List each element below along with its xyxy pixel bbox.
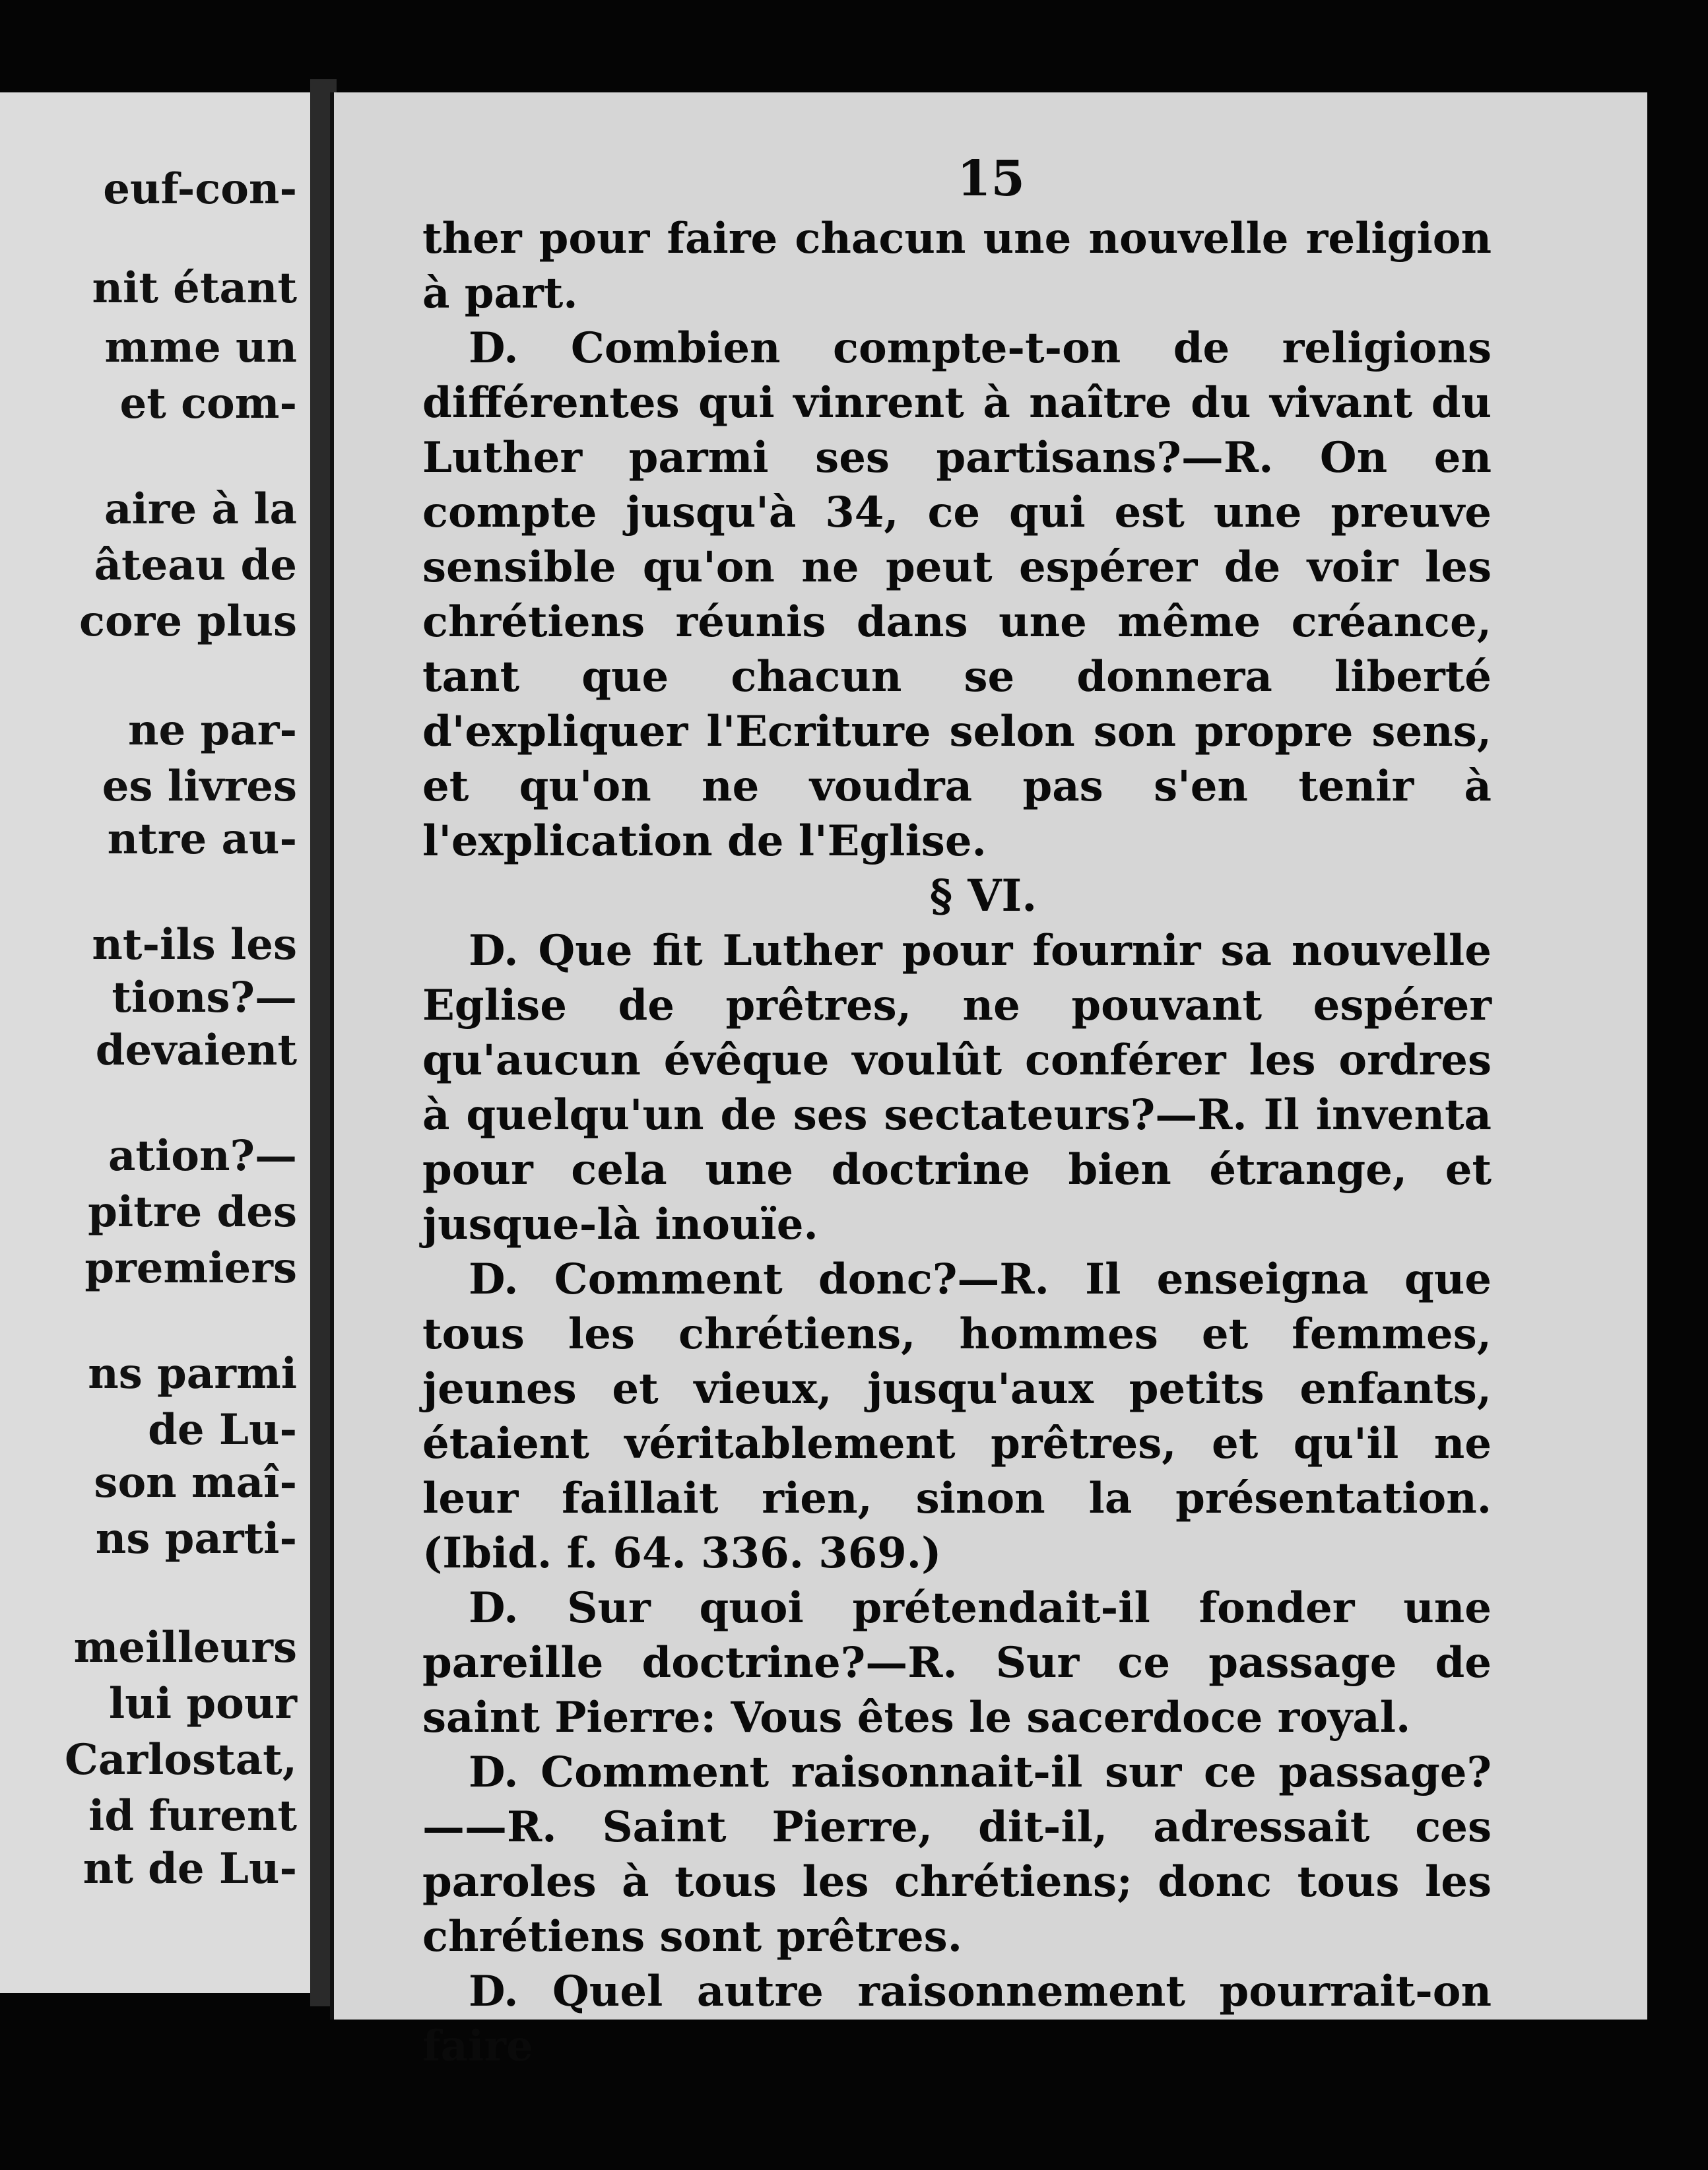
- left-line: ns parti-: [95, 1514, 297, 1563]
- left-line: tions?—: [112, 973, 297, 1022]
- left-line: ns parmi: [88, 1349, 297, 1398]
- left-line: ne par-: [127, 706, 297, 755]
- page-body: [422, 211, 1492, 2074]
- paragraph: D. Combien compte-t-on de religions différentes qui vinrent à naître du vivant du Luther parmi ses partisans?—R. On en compte jusqu'à 34, ce qui est une preuve sensible qu'on ne peut espérer de voir les chrétiens réunis dans une même créance, tant que chacun se donnera liberté d'expliquer l'Ecriture selon son propre sens, et qu'on ne voudra pas s'en tenir à l'explication de l'Eglise.: [422, 323, 1492, 866]
- left-line: nit étant: [92, 263, 297, 313]
- paragraph: D. Comment raisonnait-il sur ce passage?——R. Saint Pierre, dit-il, adressait ces paroles à tous les chrétiens; donc tous les chrétiens sont prêtres.: [422, 1748, 1492, 1961]
- left-line: pitre des: [88, 1187, 297, 1237]
- page-number: 15: [957, 150, 1025, 207]
- left-line: id furent: [88, 1791, 297, 1841]
- left-line: devaient: [95, 1026, 297, 1075]
- left-line: lui pour: [108, 1679, 297, 1728]
- left-line: âteau de: [94, 541, 297, 590]
- left-line: nt-ils les: [92, 920, 297, 970]
- left-line: de Lu-: [148, 1405, 297, 1455]
- left-line: meilleurs: [73, 1623, 297, 1672]
- paragraph: D. Que fit Luther pour fournir sa nouvelle Eglise de prêtres, ne pouvant espérer qu'aucun évêque voulût conférer les ordres à quelqu'un de ses sectateurs?—R. Il inventa pour cela une doctrine bien étrange, et jusque-là inouïe.: [422, 926, 1492, 1249]
- left-line: es livres: [102, 762, 297, 811]
- left-line: ation?—: [108, 1131, 297, 1181]
- paragraph: D. Comment donc?—R. Il enseigna que tous les chrétiens, hommes et femmes, jeunes et vieux, jusqu'aux petits enfants, étaient véritablement prêtres, et qu'il ne leur faillait rien, sinon la présentation. (Ibid. f. 64. 336. 369.): [422, 1255, 1492, 1578]
- continuation-paragraph: ther pour faire chacun une nouvelle religion à part.: [422, 214, 1492, 318]
- section-heading: § VI.: [929, 870, 1037, 921]
- left-line: ntre au-: [107, 814, 297, 864]
- left-line: euf-con-: [103, 164, 297, 214]
- left-line: mme un: [104, 323, 297, 372]
- paragraph: D. Quel autre raisonnement pourrait-on faire: [422, 1967, 1492, 2071]
- left-line: nt de Lu-: [82, 1844, 297, 1893]
- left-line: premiers: [84, 1243, 297, 1293]
- left-page: [0, 92, 317, 1993]
- left-line: aire à la: [104, 484, 297, 534]
- left-line: core plus: [79, 597, 297, 646]
- left-line: et com-: [119, 379, 297, 428]
- paragraph: D. Sur quoi prétendait-il fonder une pareille doctrine?—R. Sur ce passage de saint Pierre: Vous êtes le sacerdoce royal.: [422, 1583, 1492, 1742]
- left-line: Carlostat,: [64, 1735, 297, 1785]
- left-line: son maî-: [94, 1458, 297, 1507]
